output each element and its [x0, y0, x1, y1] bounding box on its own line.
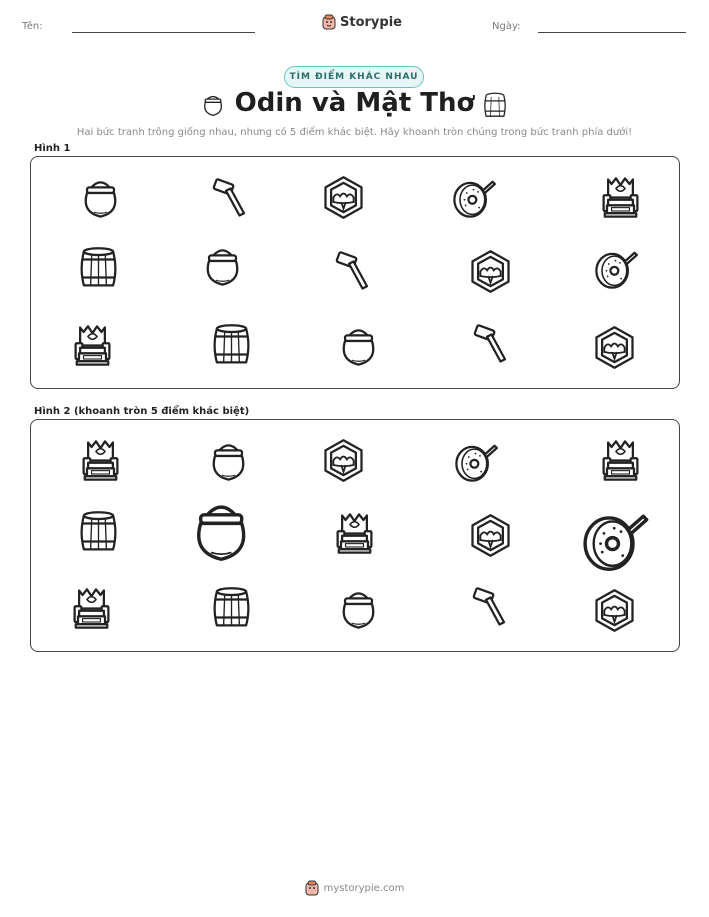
brand-name: Storypie: [340, 14, 402, 30]
storypie-mascot-icon: [322, 14, 336, 30]
cauldron-icon: [336, 323, 381, 368]
page-title: Odin và Mật Thơ: [234, 88, 475, 118]
footer: [0, 880, 709, 896]
barrel-icon: [76, 246, 121, 291]
barrel-icon[interactable]: [73, 243, 123, 293]
throne-icon: [78, 438, 123, 483]
honey-hexagon-icon: [592, 588, 637, 633]
cauldron-icon[interactable]: [333, 583, 383, 633]
hammer-icon: [208, 175, 253, 220]
honey-hexagon-icon[interactable]: [318, 172, 368, 222]
date-label: Ngày:: [492, 21, 521, 32]
throne-icon[interactable]: [595, 435, 645, 485]
honey-hexagon-icon: [592, 325, 637, 370]
honey-hexagon-icon: [468, 249, 513, 294]
cauldron-icon: [78, 175, 123, 220]
throne-icon: [598, 175, 643, 220]
throne-icon[interactable]: [66, 583, 116, 633]
grinding-stone-icon: [580, 506, 648, 574]
honey-hexagon-icon[interactable]: [465, 246, 515, 296]
barrel-icon[interactable]: [206, 320, 256, 370]
throne-icon: [69, 586, 114, 631]
honey-hexagon-icon: [468, 513, 513, 558]
cauldron-icon: [206, 438, 251, 483]
grinding-stone-icon[interactable]: [448, 172, 498, 222]
throne-icon[interactable]: [329, 508, 379, 558]
grinding-stone-icon: [593, 246, 638, 291]
name-field[interactable]: [72, 32, 255, 33]
hammer-icon: [469, 321, 514, 366]
honey-hexagon-icon[interactable]: [589, 585, 639, 635]
honey-hexagon-icon[interactable]: [589, 322, 639, 372]
throne-icon: [332, 511, 377, 556]
hammer-icon: [468, 584, 513, 629]
grinding-stone-icon[interactable]: [450, 436, 500, 486]
storypie-mascot-icon: [305, 880, 319, 896]
honey-hexagon-icon[interactable]: [465, 510, 515, 560]
cauldron-icon: [200, 243, 245, 288]
barrel-icon: [209, 323, 254, 368]
footer-url[interactable]: mystorypie.com: [323, 882, 405, 894]
picture1-label: Hình 1: [34, 143, 71, 154]
hammer-icon[interactable]: [465, 581, 515, 631]
brand-logo: [322, 12, 402, 32]
grinding-stone-icon: [451, 175, 496, 220]
grinding-stone-icon[interactable]: [590, 243, 640, 293]
barrel-icon: [76, 510, 121, 555]
cauldron-icon: [187, 496, 255, 564]
throne-icon[interactable]: [75, 435, 125, 485]
honey-hexagon-icon: [321, 175, 366, 220]
grinding-stone-icon: [453, 439, 498, 484]
date-field[interactable]: [538, 32, 686, 33]
barrel-icon[interactable]: [73, 507, 123, 557]
instructions: Hai bức tranh trông giống nhau, nhưng có 5 điểm khác biệt. Hãy khoanh tròn chúng trong bức tranh phía dưới!: [76, 127, 633, 138]
name-label: Tên:: [22, 21, 43, 32]
barrel-icon: [482, 92, 508, 120]
honey-hexagon-icon: [321, 438, 366, 483]
cauldron-icon[interactable]: [333, 320, 383, 370]
cauldron-icon[interactable]: [203, 435, 253, 485]
activity-badge: TÌM ĐIỂM KHÁC NHAU: [284, 66, 424, 88]
cauldron-icon[interactable]: [183, 492, 259, 568]
barrel-icon[interactable]: [206, 583, 256, 633]
throne-icon[interactable]: [595, 172, 645, 222]
hammer-icon[interactable]: [205, 172, 255, 222]
cauldron-icon[interactable]: [197, 240, 247, 290]
throne-icon: [70, 323, 115, 368]
grinding-stone-icon[interactable]: [576, 502, 652, 578]
throne-icon[interactable]: [67, 320, 117, 370]
hammer-icon[interactable]: [328, 245, 378, 295]
cauldron-icon: [336, 586, 381, 631]
hammer-icon: [331, 248, 376, 293]
honey-hexagon-icon[interactable]: [318, 435, 368, 485]
cauldron-icon[interactable]: [75, 172, 125, 222]
picture2-label: Hình 2 (khoanh tròn 5 điểm khác biệt): [34, 406, 250, 417]
hammer-icon[interactable]: [466, 318, 516, 368]
throne-icon: [598, 438, 643, 483]
barrel-icon: [209, 586, 254, 631]
